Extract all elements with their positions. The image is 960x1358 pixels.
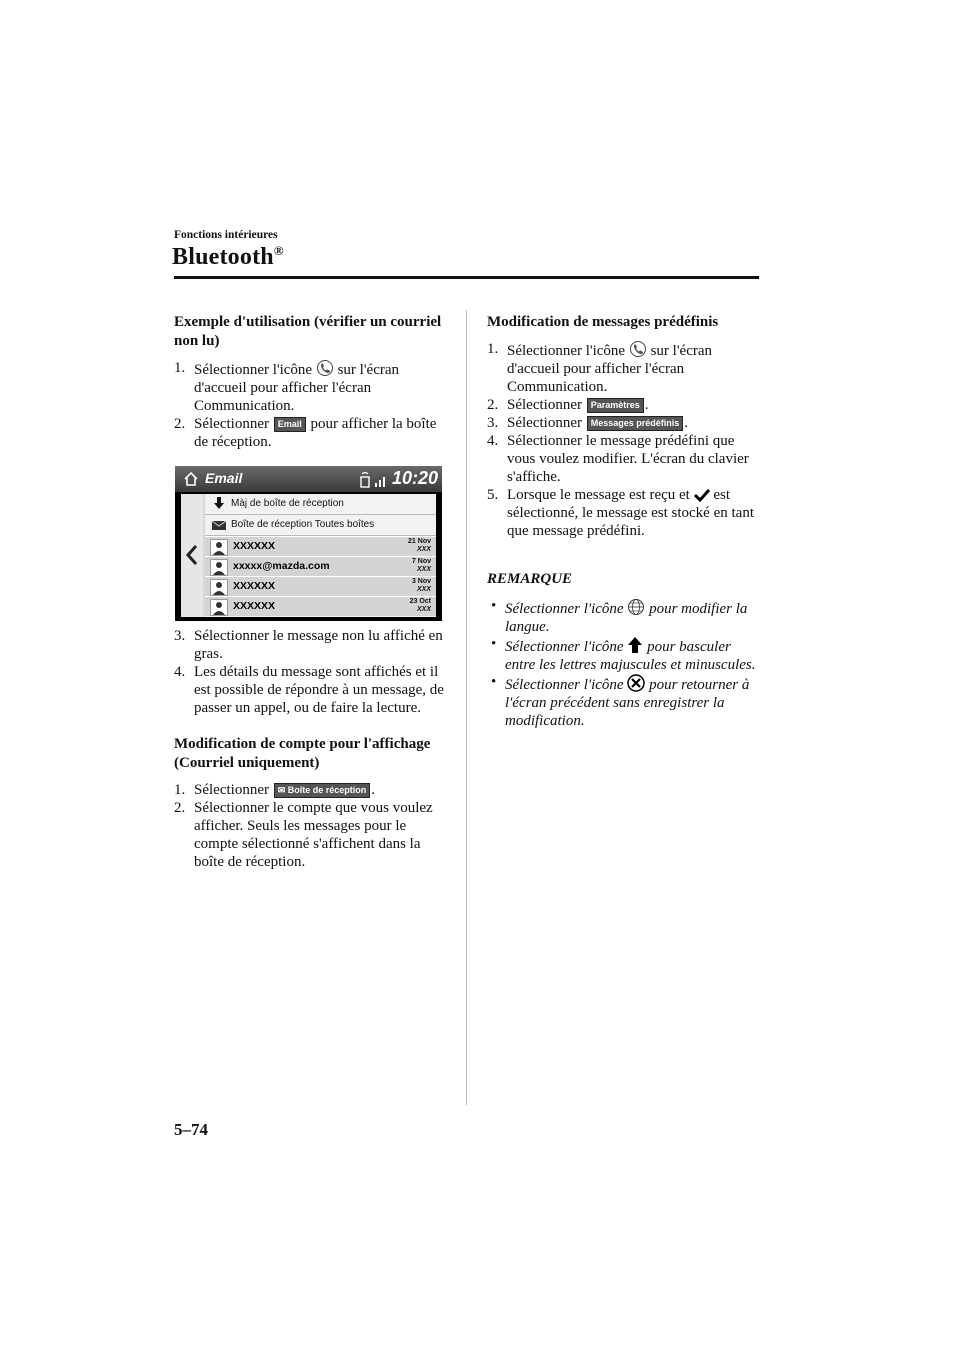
download-icon [214, 497, 224, 511]
email-screen [175, 466, 442, 621]
contact-icon [210, 539, 228, 556]
header-rule [174, 276, 759, 279]
predef-step-3: 3. Sélectionner Messages prédéfinis . [487, 415, 689, 431]
contact-icon [210, 559, 228, 576]
note-language: • Sélectionner l'icône pour modifier la langue. [491, 598, 748, 635]
communication-icon [316, 359, 334, 377]
step-2: 2. Sélectionner Email pour afficher la boîte de réception. [174, 416, 437, 450]
inbox-button[interactable]: ✉ Boîte de réception [274, 783, 371, 798]
settings-button[interactable]: Paramètres [587, 398, 644, 413]
heading-account: Modification de compte pour l'affichage (Courriel uniquement) [174, 736, 431, 771]
heading-example: Exemple d'utilisation (vérifier un courriel non lu) [174, 314, 442, 349]
step-4: 4. Les détails du message sont affichés et il est possible de répondre à un message, de passer un appel, ou de faire la lecture. [174, 664, 444, 716]
inbox-all-item[interactable]: Boîte de réception Toutes boîtes [205, 515, 436, 536]
predefined-messages-button[interactable]: Messages prédéfinis [587, 416, 684, 431]
step-1: 1. Sélectionner l'icône sur l'écran d'accueil pour afficher l'écran Communication. [174, 360, 399, 414]
checkmark-icon [694, 488, 710, 502]
left-column-lower [174, 627, 454, 871]
page-title: Bluetooth® [172, 243, 284, 270]
message-row[interactable]: XXXXXX 3 Nov XXX [205, 576, 436, 596]
predef-step-1: 1. Sélectionner l'icône sur l'écran d'accueil pour afficher l'écran Communication. [487, 341, 712, 395]
message-row[interactable]: XXXXXX 23 Oct XXX [205, 596, 436, 616]
contact-icon [210, 599, 228, 616]
contact-icon [210, 579, 228, 596]
back-arrow-icon[interactable] [185, 544, 199, 566]
shift-arrow-icon [627, 636, 643, 654]
predef-step-2: 2. Sélectionner Paramètres . [487, 397, 649, 413]
left-column [174, 313, 454, 451]
right-column [487, 313, 762, 730]
message-row[interactable]: XXXXXX 21 Nov XXX [205, 536, 436, 556]
cancel-icon [627, 674, 645, 692]
update-inbox-item[interactable]: Màj de boîte de réception [205, 494, 436, 515]
note-shift: • Sélectionner l'icône pour basculer entre les lettres majuscules et minuscules. [491, 636, 756, 673]
step-3: 3. Sélectionner le message non lu affiché en gras. [174, 628, 443, 662]
heading-predefined: Modification de messages prédéfinis [487, 314, 719, 330]
account-step-1: 1. Sélectionner ✉ Boîte de réception . [174, 782, 376, 798]
message-row[interactable]: xxxxx@mazda.com 7 Nov XXX [205, 556, 436, 576]
back-area[interactable] [181, 494, 203, 617]
screen-title: Email [205, 470, 243, 486]
account-step-2: 2. Sélectionner le compte que vous voulez afficher. Seuls les messages pour le compte sélectionné s'affichent dans la boîte de réception. [174, 800, 433, 870]
home-icon[interactable] [183, 471, 199, 487]
predef-step-4: 4. Sélectionner le message prédéfini que vous voulez modifier. L'écran du clavier s'affiche. [487, 433, 749, 485]
page-number: 5–74 [174, 1120, 208, 1139]
signal-icon [359, 469, 389, 489]
globe-icon [627, 598, 645, 616]
section-label: Fonctions intérieures [174, 229, 278, 241]
note-title: REMARQUE [487, 571, 573, 587]
email-button[interactable]: Email [274, 417, 306, 432]
predef-step-5: 5. Lorsque le message est reçu et est sélectionné, le message est stocké en tant que message prédéfini. [487, 487, 754, 539]
screen-body [181, 494, 436, 617]
screen-clock: 10:20 [391, 468, 438, 488]
communication-icon [629, 340, 647, 358]
envelope-icon [212, 521, 226, 530]
screen-top-bar [175, 466, 442, 492]
note-cancel: • Sélectionner l'icône pour retourner à l'écran précédent sans enregistrer la modification. [491, 674, 750, 729]
column-divider [466, 310, 467, 1105]
message-list [205, 494, 436, 617]
